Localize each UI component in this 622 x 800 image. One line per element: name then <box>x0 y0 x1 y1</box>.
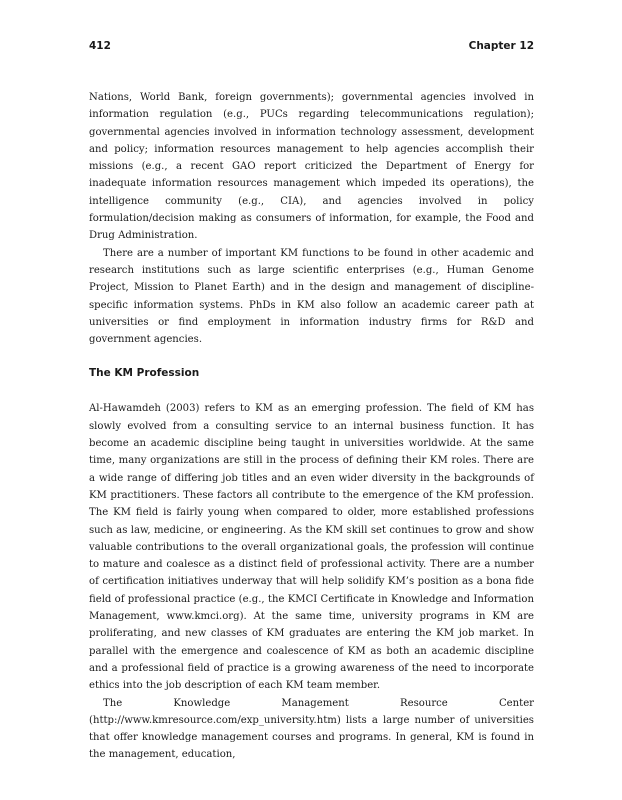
paragraph: There are a number of important KM functions to be found in other academic and research institutions such as large scientific enterprises (e.g., Human Genome Project, Mission to Planet Earth) and in the design and management of discipline-specific information systems. PhDs in KM also follow an academic career path at universities or find employment in information industry firms for R&D and government agencies. <box>89 247 534 346</box>
paragraph: Al-Hawamdeh (2003) refers to KM as an emerging profession. The field of KM has slowly evolved from a consulting service to an internal business function. It has become an academic discipline being taught in universities worldwide. At the same time, many organizations are still in the process of defining their KM roles. There are a wide range of differing job titles and an even wider diversity in the backgrounds of KM practitioners. These factors all contribute to the emergence of the KM profession. The KM field is fairly young when compared to older, more established professions such as law, medicine, or engineering. As the KM skill set continues to grow and show valuable contributions to the overall organizational goals, the profession will continue to mature and coalesce as a distinct field of professional activity. There are a number of certification initiatives underway that will help solidify KM’s position as a bona fide field of professional practice (e.g., the KMCI Certificate in Knowledge and Information Management, www.kmci.org). At the same time, university programs in KM are proliferating, and new classes of KM graduates are entering the KM job market. In parallel with the emergence and coalescence of KM as both an academic discipline and a professional field of practice is a growing awareness of the need to incorporate ethics into the job description of each KM team member. <box>89 403 534 692</box>
paragraph-continued: Nations, World Bank, foreign governments); governmental agencies involved in information regulation (e.g., PUCs regarding telecommunications regulation); governmental agencies involved in information technology assessment, development and policy; information resources management to help agencies accomplish their missions (e.g., a recent GAO report criticized the Department of Energy for inadequate information resources management which impeded its operations), the intelligence community (e.g., CIA), and agencies involved in policy formulation/decision making as consumers of information, for example, the Food and Drug Administration. <box>89 92 534 242</box>
section-heading: The KM Profession <box>89 367 200 380</box>
chapter-label: Chapter 12 <box>468 40 534 52</box>
paragraph: The Knowledge Management Resource Center (http://www.kmresource.com/exp_university.htm) lists a large number of universities that offer knowledge management courses and programs. In general, KM is found in the management, education, <box>89 697 534 761</box>
running-header <box>89 40 534 56</box>
page-number: 412 <box>89 40 111 52</box>
body-text <box>89 89 534 764</box>
